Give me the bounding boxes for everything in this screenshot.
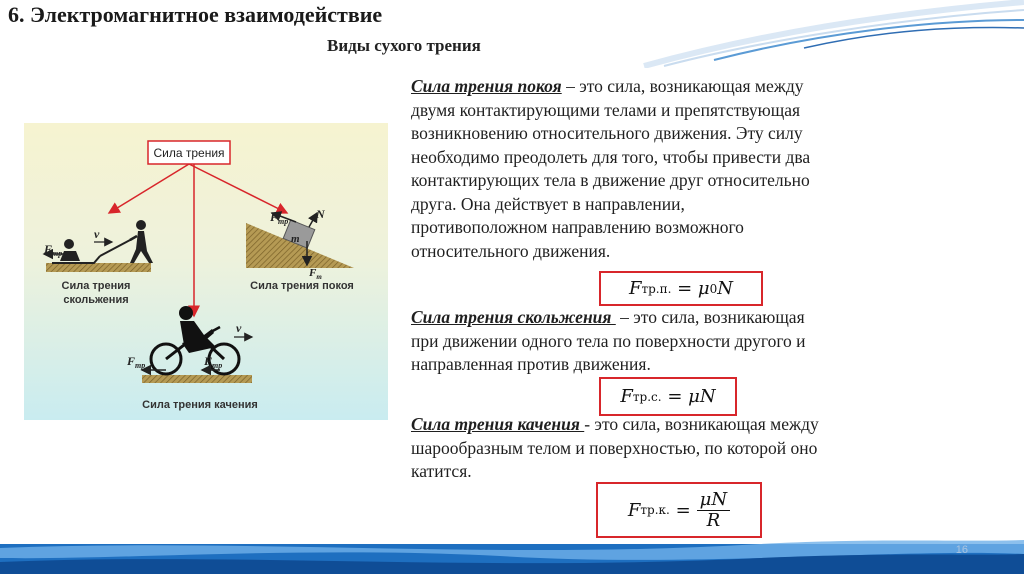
svg-text:Fтр: $F_{тр}$: [270, 210, 289, 226]
static-friction-paragraph: Сила трения покоя – это сила, возникающая между двумя контактирующими телами и препятствующая возникновению относительного движения. Эту силу необходимо преодолеть для того, чтобы привести два контактирующих тела в движение друг относительно друга. Она действует в направлении, противоположном направлению возможного относительного движения.: [411, 76, 811, 261]
sliding-friction-paragraph: Сила трения скольжения – это сила, возникающая при движении одного тела по поверхности другого и направленная против движения.: [411, 307, 806, 374]
svg-text:m: m: [291, 233, 300, 245]
footer-wave-decoration: [0, 538, 1024, 574]
static-label: Сила трения покоя: [250, 280, 354, 292]
svg-text:Fт: $F_т$: [309, 267, 322, 281]
svg-text:v: v: [94, 227, 100, 241]
rolling-friction-paragraph: Сила трения качения - это сила, возникающая между шарообразным телом и поверхностью, по которой оно катится.: [411, 414, 819, 481]
sliding-friction-formula: F тр.с. = μN: [599, 377, 737, 416]
static-friction-formula: F тр.п. = μ 0 N: [599, 271, 763, 306]
svg-text:N: N: [316, 207, 325, 221]
rolling-friction-formula: F тр.к. = $\frac{\mu N}{R}$: [596, 482, 762, 538]
svg-text:Fтр: $F_{тр}$: [127, 354, 146, 370]
rolling-friction-term: Сила трения качения: [411, 414, 585, 434]
sliding-label-1: Сила трения: [61, 280, 131, 292]
page-number: 16: [955, 544, 968, 556]
sliding-label-2: скольжения: [63, 294, 129, 306]
svg-text:Fтр: $F_{тр}$: [204, 354, 223, 370]
slide-title: 6. Электромагнитное взаимодействие: [8, 2, 383, 27]
svg-text:v: v: [236, 321, 242, 335]
header-swoosh-decoration: [604, 0, 1024, 68]
root-label: Сила трения: [153, 146, 225, 160]
slide-subtitle: Виды сухого трения: [327, 36, 481, 55]
static-friction-term: Сила трения покоя: [411, 76, 562, 96]
rolling-label: Сила трения качения: [142, 399, 258, 411]
svg-text:Fтр: $F_{тр}$: [44, 242, 63, 258]
friction-types-figure: [24, 123, 388, 420]
sliding-friction-term: Сила трения скольжения: [411, 307, 616, 327]
